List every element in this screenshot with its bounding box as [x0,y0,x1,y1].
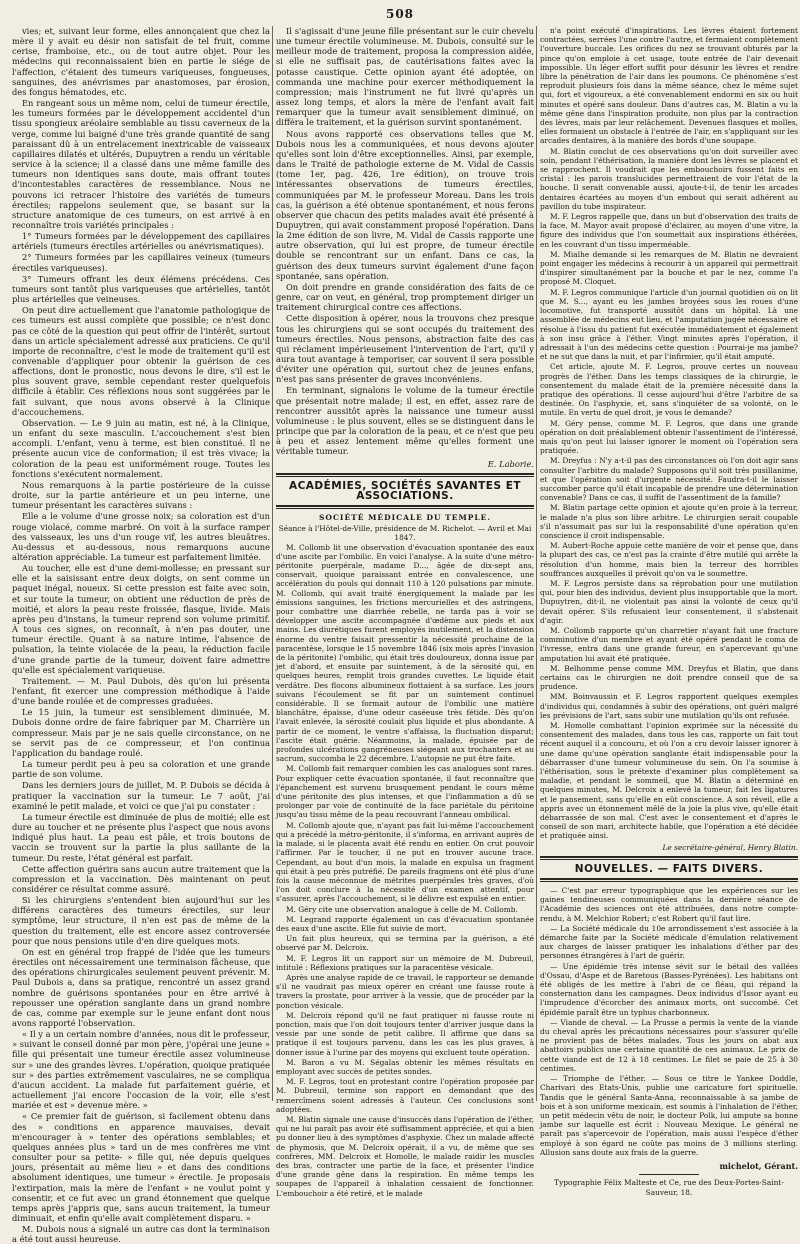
paragraph: — Une épidémie très intense sévit sur le bétail des vallées d'Ossau, d'Aspe et de Baretous (Basses-Pyrénées). Les habitans ont été obligés de les mettre à l'abri de ce fléau, qui répand la consternation dans les campagnes. Deux individus d'Issor ayant eu l'imprudence d'écorcher des animaux morts, ont succombé. Cet épidémie paraît être un typhus charbonneux. [540,961,798,1017]
paragraph: M. Blatin signale une cause d'insuccès dans l'opération de l'éther, qui ne lui paraît pas avoir été suffisamment appréciée, et qui a bien pu donner lieu à des symptômes d'asphyxie. Chez un malade affecté de phymosis, que M. Delcroix opérait, il a vu, de même que ses confrères, MM. Delcroix et Homolle, le malade raidir les muscles des bras, contracter une partie de la face, et présenter l'indice d'une grande gêne dans la respiration. En même temps les soupapes de l'appareil à inhalation cessaient de fonctionner. L'embouchoir a été retiré, et le malade [276,1114,534,1198]
paragraph: M. Mialhe demande si les remarques de M. Blatin ne devraient point engager les médecins à recourir à un appareil qui permettrait d'inspirer simultanément par la bouche et par le nez, comme l'a proposé M. Cloquet. [540,249,798,287]
publisher-signature: michelot, Gérant. [719,1160,798,1171]
paragraph: M. Belhomme pense comme MM. Dreyfus et Blatin, que dans certains cas le chirurgien ne doit prendre conseil que de sa prudence. [540,663,798,692]
paragraph: — C'est par erreur typographique que les expériences sur les gaines tendineuses communiquées dans la dernière séance de l'Académie des sciences ont été attribuées, dans notre compte-rendu, à M. Melchior Robert; c'est Robert qu'il faut lire. [540,886,798,923]
section-title-academies: ACADÉMIES, SOCIÉTÉS SAVANTES ET ASSOCIATIONS. [288,479,522,502]
paragraph: Le 15 juin, la tumeur est sensiblement diminuée, M. Dubois donne ordre de faire fabriquer par M. Charrière un compresseur. Mais par je ne sais quelle circonstance, on ne se servit pas de ce compresseur, et l'on continua l'application du bandage roulé. [12,707,270,758]
column-1 [12,26,270,1244]
paragraph: Nous remarquons à la partie postérieure de la cuisse droite, sur la partie antérieure et un peu interne, une tumeur présentant les caractères suivans : [12,479,270,511]
paragraph: M. Collomb ajoute que, n'ayant pas fait lui-même l'accouchement qui a précédé la métro-péritonite, il s'informa, en arrivant auprès de la malade, si le placenta avait été rendu en entier. On crut pouvoir l'affirmer. Par le toucher, il ne put en trouver aucune trace. Cependant, au bout d'un mois, la malade en expulsa un fragment qui était à peu près putréfié. De pareils fragmens ont été plus d'une fois la cause méconnue de métrites puerpérales très graves, d'où l'on doit conclure à la nécessité d'un examen attentif, pour s'assurer, après l'accouchement, si le délivre est expulsé en entier. [276,820,534,904]
printer-line: Typographie Félix Malteste et Ce, rue des Deux-Portes-Saint-Sauveur, 18. [554,1178,784,1198]
paragraph: La tumeur érectile est diminuée de plus de moitié; elle est dure au toucher et ne présente plus l'aspect que nous avons indiqué plus haut. La peau est pâle, et trois boutons de vaccin se trouvent sur la partie la plus saillante de la tumeur. Du reste, l'état général est parfait. [12,811,270,863]
column-2 [276,26,534,1198]
society-body [276,543,534,1198]
paragraph: M. Blatin conclut de ces observations qu'on doit surveiller avec soin, pendant l'éthérisation, la manière dont les lèvres se placent et se rapprochent. Il voudrait que les embouchoirs fussent faits en cristal : les parois translucides permettraient de voir l'état de la bouche. Il serait convenable aussi, ajoute-t-il, de tenir les arcades dentaires écartées au moyen d'un embout qui serait adhérent au pavillon du tube inspirateur. [540,146,798,211]
paragraph: M. Géry cite une observation analogue à celle de M. Collomb. [286,904,518,914]
paragraph: On peut dire actuellement que l'anatomie pathologique de ces tumeurs est aussi complète que possible; ce n'est donc pas ce côté de la question qui peut offrir de l'intérêt, surtout dans un article spécialement adressé aux praticiens. Ce qu'il importe de reconnaître, c'est le mode de traitement qu'il est convenable d'appliquer pour obtenir la guérison de ces affections, dont le pronostic, nous devons le dire, s'il est le plus souvent grave, semble cependant rester quelquefois difficile à établir. Ces réflexions nous sont suggérées par le fait suivant, que nous avons observé à la Clinique d'accouchemens. [12,305,270,417]
paragraph: M. Collomb rapporte qu'un charretier n'ayant fait une fracture comminutive d'un membre et ayant été opéré pendant le coma de l'ivresse, entra dans une grande fureur, en s'apercevant qu'une amputation lui avait été pratiquée. [540,626,798,663]
footer-rule [639,1174,699,1175]
paragraph: 3° Tumeurs offrant les deux élémens précédens. Ces tumeurs sont tantôt plus variqueuses que artérielles, tantôt plus artérielles que veineuses. [12,273,270,305]
paragraph: M. F. Legros communique l'article d'un journal quotidien où on lit que M. S..., ayant eu les jambes broyées sous les roues d'une locomotive, fut transporté aussitôt dans un hôpital. Là une assemblée de médecins eut lieu, et l'amputation jugée nécessaire et résolue à l'issu du patient fut exécutée immédiatement et également à son insu grâce à l'éther. Vingt minutes après l'opération, il adressait à l'un des médecins cette question : Pourrai-je ma jambe? et ne sut que dans la nuit, et par l'infirmier, qu'il était amputé. [540,287,798,362]
paragraph: M. Collomb lit une observation d'évacuation spontanée des eaux d'une ascite par l'ombilic. En voici l'analyse. A la suite d'une métro-péritonite puerpérale, madame D..., âgée de dix-sept ans, conservait, quoique paraissant entrée en convalescence, une accélération du pouls qui donnait 110 à 120 pulsations par minute. M. Collomb, qui avait traité énergiquement la malade par les émissions sanguines, les frictions mercurielles et des astringens, pour combattre une diarrhée rebelle, ne tarda pas à voir se développer une ascite accompagnée d'œdème aux pieds et aux mains. Les diurétiques furent employés inutilement, et la distension énorme du ventre faisait pressentir la nécessité prochaine de la paracentèse, lorsque le 15 novembre 1846 (six mois après l'invasion de la péritonite) l'ombilic, qui était très douloureux, donna issue par jet d'abord, et ensuite par suintement, à de la sérosité qui, en quelques heures, remplit trois grandes cuvettes. Le liquide était verdâtre. Des flocons albumineux flottaient à sa surface. Les jours suivans l'écoulement se fit par un suintement continuel considérable. Il se formait autour de l'ombilic une matière blanchâtre, épaisse, d'une odeur caséeuse très fétide. Dès qu'on l'avait enlevée, la sérosité coulait plus liquide et plus abondante. A partir de ce moment, le ventre s'affaissa, la fluctuation disparut; l'ascite était guérie. Néanmoins, la malade, épuisée par de profondes ulcérations gangréneuses siégeant aux trochanters et au sacrum, succomba le 22 décembre. L'autopsie ne put être faite. [276,542,534,764]
paragraph: Cette affection guérira sans aucun autre traitement que la compression et la vaccination. Dès maintenant on peut considérer ce résultat comme assuré. [12,863,270,894]
paragraph: Au toucher, elle est d'une demi-mollesse; en pressant sur elle et la saisissant entre deux doigts, on sent comme un paquet inégal, noueux. Si cette pression est faite avec soin, et sur toute la tumeur, on obtient une réduction de près de moitié, et alors la peau reste froissée, flasque, livide. Mais après peu d'instans, la tumeur reprend son volume primitif. À tous ces signes, on reconnaît, à n'en pas douter, une tumeur érectile. Quant à sa nature intime, l'absence de pulsation, la teinte violacée de la peau, la réduction facile d'une grande partie de la tumeur, doivent faire admettre qu'elle est spécialement variqueuse. [12,563,270,675]
paragraph: 2° Tumeurs formées par les capillaires veineux (tumeurs érectiles variqueuses). [12,252,270,273]
col3-body [540,26,798,841]
paragraph: M. F. Legros rappelle que, dans un but d'observation des traits de la face, M. Mayor avait proposé d'éclairer, au moyen d'une vitre, la figure des individus que l'on soumettait aux inspirations éthérées, en les couvrant d'un tissu imperméable. [540,212,798,249]
paragraph: M. Delcroix répond qu'il ne faut pratiquer ni fausse route ni ponction, mais que l'on doit toujours tenter d'arriver jusque dans la vessie par une sonde de petit calibre. Il affirme que dans sa pratique il est toujours parvenu, dans les cas les plus graves, à donner issue à l'urine par des moyens qui excluent toute opération. [276,1010,534,1057]
paragraph: M. Collomb fait remarquer combien les cas analogues sont rares. Pour expliquer cette évacuation spontanée, il faut reconnaître que l'épanchement est survenu brusquement pendant le cours même d'une péritonite des plus intenses, et que l'inflammation a dû se prolonger par voie de continuité de la face pariétale du péritoine jusqu'au tissu même de la peau recouvrant l'anneau ombilical. [276,764,534,820]
paragraph: « Il y a un certain nombre d'années, nous dit le professeur, » suivant le conseil donné par mon père, j'opérai une jeune » fille qui présentait une tumeur érectile assez volumineuse sur » une des grandes lèvres. L'opération, quoique pratiquée sur » des parties extrêmement vasculaires, ne se compliqua d'aucun accident. La malade fut parfaitement guérie, et actuellement j'ai encore l'occasion de la voir, elle s'est mariée et est » devenue mère. » [12,1029,270,1111]
paragraph: — La Société médicale du 10e arrondissement s'est associée à la démarche faite par la Société médicale d'émulation relativement aux charges de laisser pratiquer les inhalations d'éther par des personnes étrangères à l'art de guérir. [540,923,798,961]
paragraph: M. Blatin partage cette opinion et ajoute qu'en proie à la terreur, le malade n'a plus son libre arbitre. Le chirurgien serait coupable s'il n'assumait pas sur lui la responsabilité d'une opération qu'en conscience il croit indispensable. [540,503,798,540]
paragraph: On doit prendre en grande considération des faits de ce genre, car on veut, en général, trop promptement diriger un traitement chirurgical contre ces affections. [276,281,534,313]
paragraph: « Ce premier fait de guérison, si facilement obtenu dans des » conditions en apparence mauvaises, devait m'encourager à » tenter des opérations semblables; et quelques années plus » tard un de mes confrères me vint consulter pour sa petite- » fille qui, née depuis quelques jours, présentait au même lieu » et dans des conditions absolument identiques, une tumeur » érectile. Je proposais l'extirpation, mais la mère de l'enfant » ne voulut point y consentir, et ce fut avec un grand étonnement que quelque temps après j'appris que, sans aucun traitement, la tumeur diminuait, et enfin qu'elle avait complètement disparu. » [12,1111,270,1223]
section-rule [276,505,534,509]
section-rule [276,473,534,477]
col1-body [12,26,270,1244]
paragraph: M. F. Legros, tout en protestant contre l'opération proposée par M. Dubreuil, termine son rapport en demandant que des remercîmens soient adressés à l'auteur. Ces conclusions sont adoptées. [276,1077,534,1114]
paragraph: Elle a le volume d'une grosse noix; sa coloration est d'un rouge violacé, comme marbré. On voit à la surface ramper des vaisseaux, les uns d'un rouge vif, les autres bleuâtres. Au-dessus et au-dessous, nous remarquons aucune altération appréciable. La tumeur est parfaitement limitée. [12,511,270,562]
paragraph: M. Dubois nous a signalé un autre cas dont la terminaison a été tout aussi heureuse. [12,1224,270,1244]
society-title: SOCIÉTÉ MÉDICALE DU TEMPLE. [319,513,491,523]
paragraph: 1° Tumeurs formées par le développement des capillaires artériels (tumeurs érectiles artérielles ou anévrismatiques). [12,231,270,252]
paragraph: En terminant, signalons le volume de la tumeur érectile que présentait notre malade; il est, en effet, assez rare de rencontrer aussitôt après la naissance une tumeur aussi volumineuse : le plus souvent, elles se se distinguent dans le principe que par la coloration de la peau, et ce n'est que peu à peu et assez lentement même qu'elles forment une véritable tumeur. [276,385,534,457]
paragraph: n'a point exécuté d'inspirations. Les lèvres étaient fortement contractées, serrées l'une contre l'autre, et fermaient complètement l'ouverture buccale. Les orifices du nez se trouvant obturés par la pince qu'on emploie à cet usage, toute entrée de l'air devenait impossible. Un léger effort suffit pour désunir les lèvres et rendre libre la pénétration de l'air dans les poumons. Ce phénomène s'est reproduit plusieurs fois dans la même séance, chez le même sujet qui, fort et vigoureux, a été convenablement endormi en six ou huit minutes et opéré sans douleur. Dans d'autres cas, M. Blatin a vu la même gêne dans l'inspiration produite, non plus par la contraction des lèvres, mais par leur relâchement. Devenues flasques et molles, elles formaient un obstacle à l'entrée de l'air, en s'appliquant sur les arcades dentaires, à la manière des bords d'une soupape. [540,26,798,146]
paragraph: — Triomphe de l'éther. — Sous ce titre le Yankee Doddle, Charivari des Etats-Unis, publie une caricature fort spirituelle. Tandis que le général Santa-Anna, reconnaissable à sa jambe de bois et à son uniforme mexicain, est soumis à l'inhalation de l'éther, un petit médecin vêtu de noir, le docteur Polk, lui ampute sa bonne jambe sur laquelle est écrit : Nouveau Mexique. Le général ne paraît pas s'apercevoir de l'opération, mais aussi l'espèce d'éther employé à son égard ne coûte pas moins de 3 millions sterling. Allusion sans doute aux frais de la guerre. [540,1074,798,1157]
society-session: Séance à l'Hôtel-de-Ville, présidence de M. Richelot. — Avril et Mai 1847. [278,524,532,543]
paragraph: vies; et, suivant leur forme, elles annonçaient que chez la mère il y avait eu désir non satisfait de tel fruit, comme cerise, framboise, etc., ou de tout autre objet. Pour les médecins qui reconnaissaient bien en partie le siége de l'affection, c'étaient des tumeurs variqueuses, fongueuses, sanguines, des anévrismes par anastomoses, par érosion, des fongus hématodes, etc. [12,26,270,97]
paragraph: Il s'agissait d'une jeune fille présentant sur le cuir chevelu une tumeur érectile volumineuse. M. Dubois, consulté sur le meilleur mode de traitement, proposa la compression aidée, si elle ne suffisait pas, de cautérisations faites avec la potasse caustique. Cette opinion ayant été adoptée, on commanda une machine pour exercer méthodiquement la compression; mais l'instrument ne fut livré qu'après un assez long temps, et alors la mère de l'enfant avait fait remarquer que la tumeur avait sensiblement diminué, on différa le traitement, et la guérison survint spontanément. [276,26,534,128]
paragraph: On est en général trop frappé de l'idée que les tumeurs érectiles ont nécessairement une terminaison fâcheuse, que des opérations chirurgicales seulement peuvent prévenir. M. Paul Dubois a, dans sa pratique, rencontré un assez grand nombre de guérisons spontanées pour en être arrivé à repousser une opération sanglante dans un grand nombre de cas, comme par exemple sur le jeune enfant dont nous avons rapporté l'observation. [12,946,270,1028]
paragraph: M. Legrand rapporte également un cas d'évacuation spontanée des eaux d'une ascite. Elle fut suivie de mort. [276,914,534,933]
paragraph: M. Baron a vu M. Ségalas obtenir les mêmes résultats en employant avec succès de petites sondes. [276,1057,534,1076]
secretary-signature: Le secrétaire-général, Henry Blatin. [662,842,798,852]
paragraph: M. Géry pense, comme M. F. Legros, que dans une grande opération on doit préalablement obtenir l'assentiment de l'intéressé, mais qu'on peut lui laisser ignorer le moment où l'opération sera pratiquée. [540,418,798,456]
paragraph: La tumeur perdit peu à peu sa coloration et une grande partie de son volume. [12,759,270,780]
paragraph: Si les chirurgiens s'entendent bien aujourd'hui sur les différens caractères des tumeurs érectiles, sur leur symptôme, leur structure, il n'en est pas de même de la question du traitement, elle est encore assez controversée pour que nous pensions utile d'en dire quelques mots. [12,895,270,946]
section-title-news: NOUVELLES. — FAITS DIVERS. [574,862,764,875]
news-body [540,886,798,1157]
column-3 [540,26,798,1198]
paragraph: M. Aubert-Roche appuie cette manière de voir et pense que, dans la plupart des cas, ce n'est pas la crainte d'être mutilé qui arrête la résolution d'un homme, mais bien la terreur des horribles souffrances auxquelles il prévoit qu'on va le soumettre. [540,541,798,578]
article-signature: E. Laborie. [487,458,534,469]
paragraph: — Viande de cheval. — La Prusse a permis la vente de la viande du cheval après les précautions nécessaires pour s'assurer qu'elle ne provient pas de bêtes malades. Tous les jours on abat aux abattoirs publics une certaine quantité de ces animaux. Le prix de cette viande est de 12 à 18 centimes. Le filet se paie de 25 à 30 centimes. [540,1017,798,1073]
paragraph: M. Dreyfus : N'y a-t-il pas des circonstances où l'on doit agir sans consulter l'arbitre du malade? Supposons qu'il soit très pusillanime, et que l'opération soit d'urgente nécessité. Faudra-t-il le laisser succomber parce qu'il était incapable de prendre une détermination convenable? Dans ce cas, il suffit de l'assentiment de la famille? [540,456,798,503]
section-rule [540,856,798,860]
paragraph: Cet article, ajoute M. F. Legros, prouve certes un nouveau progrès de l'éther. Dans les temps classiques de la chirurgie, le consentement du malade était de la première nécessité dans la pratique des opérations. Il cesse aujourd'hui d'être l'arbitre de sa destinée. On l'asphyxie, et, sans s'inquiéter de sa volonté, on le mutile. En vertu de quel droit, je vous le demande? [540,362,798,418]
paragraph: M. Homolle combattant l'opinion exprimée sur la nécessité du consentement des malades, dans tous les cas, rapporte un fait tout récent auquel il a concouru, et où l'on a cru devoir laisser ignorer à une dame qu'une opération sanglante était indispensable pour la débarrasser d'une tumeur volumineuse du sein. On l'a soumise à l'éthérisation, sous le prétexte d'examiner plus complètement sa maladie, et pendant le sommeil, que M. Blatin a déterminé en quelques minutes, M. Delcroix a enlevé la tumeur, fait les ligatures et le pansement, sans qu'elle en eût conscience. A son réveil, elle a appris avec un étonnement mêlé de la joie la plus vive, qu'elle était débarrassée de son mal. C'est avec le consentement et d'après le conseil de son mari, architecte habile, que l'opération a été décidée et pratiquée ainsi. [540,721,798,841]
column-divider [536,26,537,1101]
section-rule [540,878,798,882]
paragraph: Traitement. — M. Paul Dubois, dès qu'on lui présenta l'enfant, fit exercer une compression méthodique à l'aide d'une bande roulée et de compresses graduées. [12,675,270,707]
paragraph: Un fait plus heureux, qui se termina par la guérison, a été observé par M. Delcroix. [276,934,534,953]
column-divider [272,26,273,1101]
paragraph: Après une analyse rapide de ce travail, le rapporteur se demande s'il ne vaudrait pas mieux opérer en créant une fausse route à travers la prostate, pour arriver à la vessie, que de procéder par la ponction vésicale. [276,972,534,1010]
paragraph: Observation. — Le 9 juin au matin, est né, à la Clinique, un enfant du sexe masculin. L'accouchement s'est bien accompli. L'enfant, venu à terme, est bien constitué. Il ne présente aucun vice de conformation; il est très vivace; la coloration de la peau est uniformément rouge. Toutes les fonctions s'exécutent normalement. [12,417,270,479]
paragraph: M. F. Legros persiste dans sa réprobation pour une mutilation qui, pour bien des individus, devient plus insupportable que la mort. Dupuytren, dit-il, ne violentait pas ainsi la volonté de ceux qu'il devait opérer. S'ils refusaient leur consentement, il s'abstenait d'agir. [540,578,798,625]
page-number: 508 [385,7,415,21]
paragraph: M. F. Legros lit un rapport sur un mémoire de M. Dubreuil, intitulé : Réflexions pratiques sur la paracentèse vésicale. [276,953,534,972]
paragraph: MM. Boinvaussin et F. Legros rapportent quelques exemples d'individus qui, condamnés à subir des opérations, ont guéri malgré les prévisions de l'art, sans subir une mutilation qu'ils ont refusée. [540,692,798,720]
paragraph: En rangeant sous un même nom, celui de tumeur érectile, les tumeurs formées par le développement accidentel d'un tissu spongieux aréolaire semblable au tissu caverneux de la verge, comme lui baigné d'une très grande quantité de sang paraissant dû à un entrelacement inextricable de vaisseaux capillaires dilatés et ultérés, Dupuytren a rendu un véritable service à la science; il a classé dans une même famille des tumeurs non identiques sans doute, mais offrant toutes d'incontestables caractères de ressemblance. Nous ne pouvons ici retracer l'histoire des variétés de tumeurs érectiles; rappelons seulement que, se basant sur la structure anatomique de ces tumeurs, on est arrivé à en reconnaître trois variétés principales : [12,98,270,230]
paragraph: Dans les derniers jours de juillet, M. P. Dubois se décida à pratiquer la vaccination sur la tumeur. Le 7 août, j'ai examiné le petit malade, et voici ce que j'ai pu constater : [12,780,270,811]
col2-body [276,26,534,457]
paragraph: Nous avons rapporté ces observations telles que M. Dubois nous les a communiquées, et nous devons ajouter qu'elles sont loin d'être exceptionnelles. Ainsi, par exemple, dans le Traité de pathologie externe de M. Vidal de Cassis (tome 1er, pag. 426, 1re édition), on trouve trois intéressantes observations de tumeurs érectiles, communiquées par M. le professeur Moreau. Dans les trois cas, la guérison a été obtenue spontanément, et nous ferons observer que chacun des petits malades avait été présenté à Dupuytren, qui avait constamment proposé l'opération. Dans la 2me édition de son livre, M. Vidal de Cassis rapporte une autre observation, qui lui est propre, de tumeur érectile double se rencontrant sur un enfant. Dans ce cas, la guérison des deux tumeurs survint également d'une façon spontanée, sans opération. [276,128,534,281]
paragraph: Cette disposition à opérer, nous la trouvons chez presque tous les chirurgiens qui se sont occupés du traitement des tumeurs érectiles. Nous pensons, abstraction faite des cas qui réclament impérieusement l'intervention de l'art, qu'il y aura tout avantage à temporiser, car souvent il sera possible d'éviter une opération qui, surtout chez de jeunes enfans, n'est pas sans présenter de graves inconvéniens. [276,313,534,385]
